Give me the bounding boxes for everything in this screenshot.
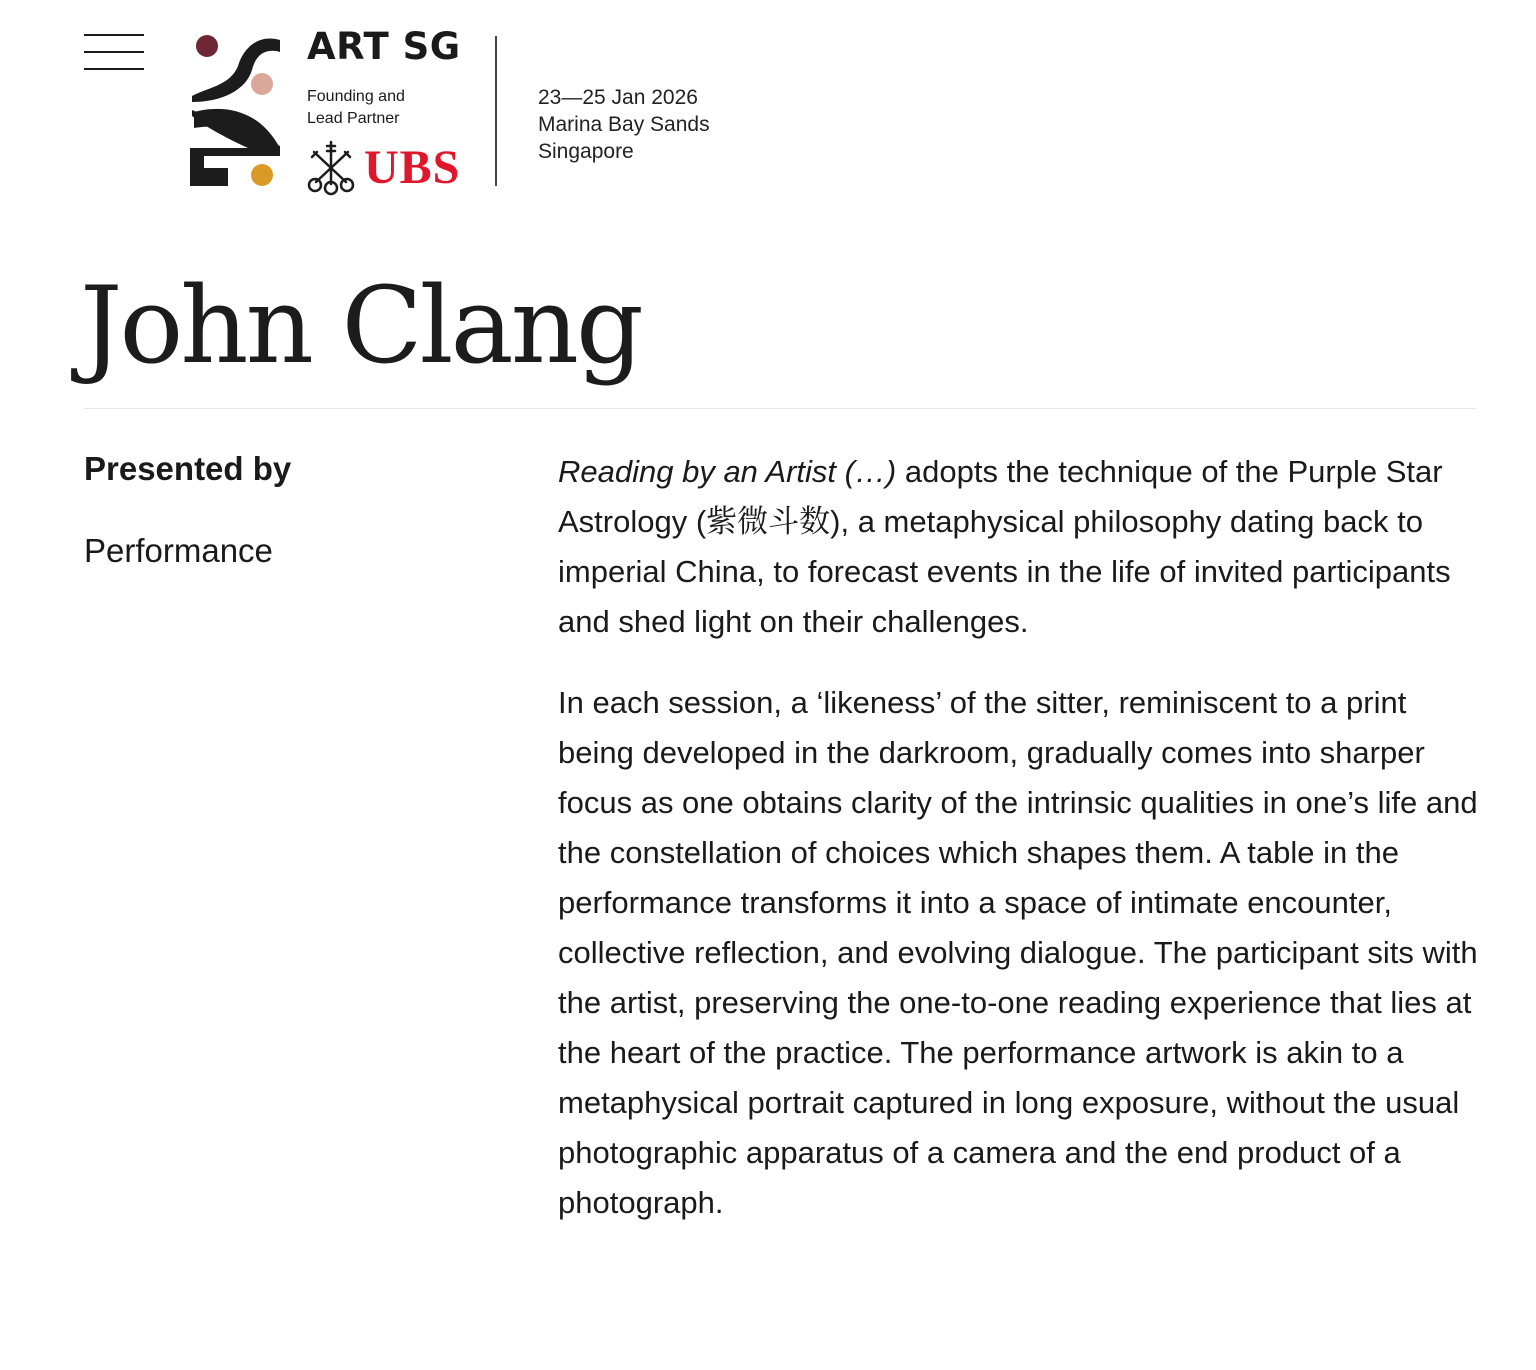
description-paragraph: In each session, a ‘likeness’ of the sitter, reminiscent to a print being developed in the darkroom, gradually comes into sharper focus as one obtains clarity of the intrinsic qualities in one’s life and the constellation of choices which shapes them. A table in the performance transforms it into a space of intimate encounter, collective reflection, and evolving dialogue. The participant sits with the artist, preserving the one-to-one reading experience that lies at the heart of the practice. The performance artwork is akin to a metaphysical portrait captured in long exposure, without the usual photographic apparatus of a camera and the end product of a photograph. <box>558 685 1478 1220</box>
event-venue: Marina Bay Sands <box>538 113 710 136</box>
partner-label: Founding and Lead Partner <box>307 88 405 127</box>
presented-by-label: Presented by <box>84 450 292 487</box>
event-info <box>538 84 710 165</box>
hamburger-menu-icon <box>84 34 144 36</box>
art-sg-logo-mark[interactable] <box>186 30 286 190</box>
partner-name: UBS <box>364 141 461 194</box>
ubs-keys-icon <box>306 140 356 196</box>
category-label: Performance <box>84 532 273 569</box>
section-divider <box>84 408 1476 409</box>
description-paragraph: Reading by an Artist (…) adopts the technique of the Purple Star Astrology (紫微斗数), a metaphysical philosophy dating back to imperial China, to forecast events in the life of invited participants and shed light on their challenges. <box>558 454 1451 639</box>
artwork-title: Reading by an Artist (…) <box>558 454 897 489</box>
menu-button[interactable] <box>84 30 144 74</box>
brand-name: ART SG <box>307 25 461 68</box>
event-dates: 23—25 Jan 2026 <box>538 86 698 109</box>
artwork-description <box>558 447 1478 1259</box>
partner-logo[interactable] <box>306 140 460 196</box>
header-divider <box>495 36 497 186</box>
event-city: Singapore <box>538 140 634 163</box>
page-title: John Clang <box>80 264 641 387</box>
